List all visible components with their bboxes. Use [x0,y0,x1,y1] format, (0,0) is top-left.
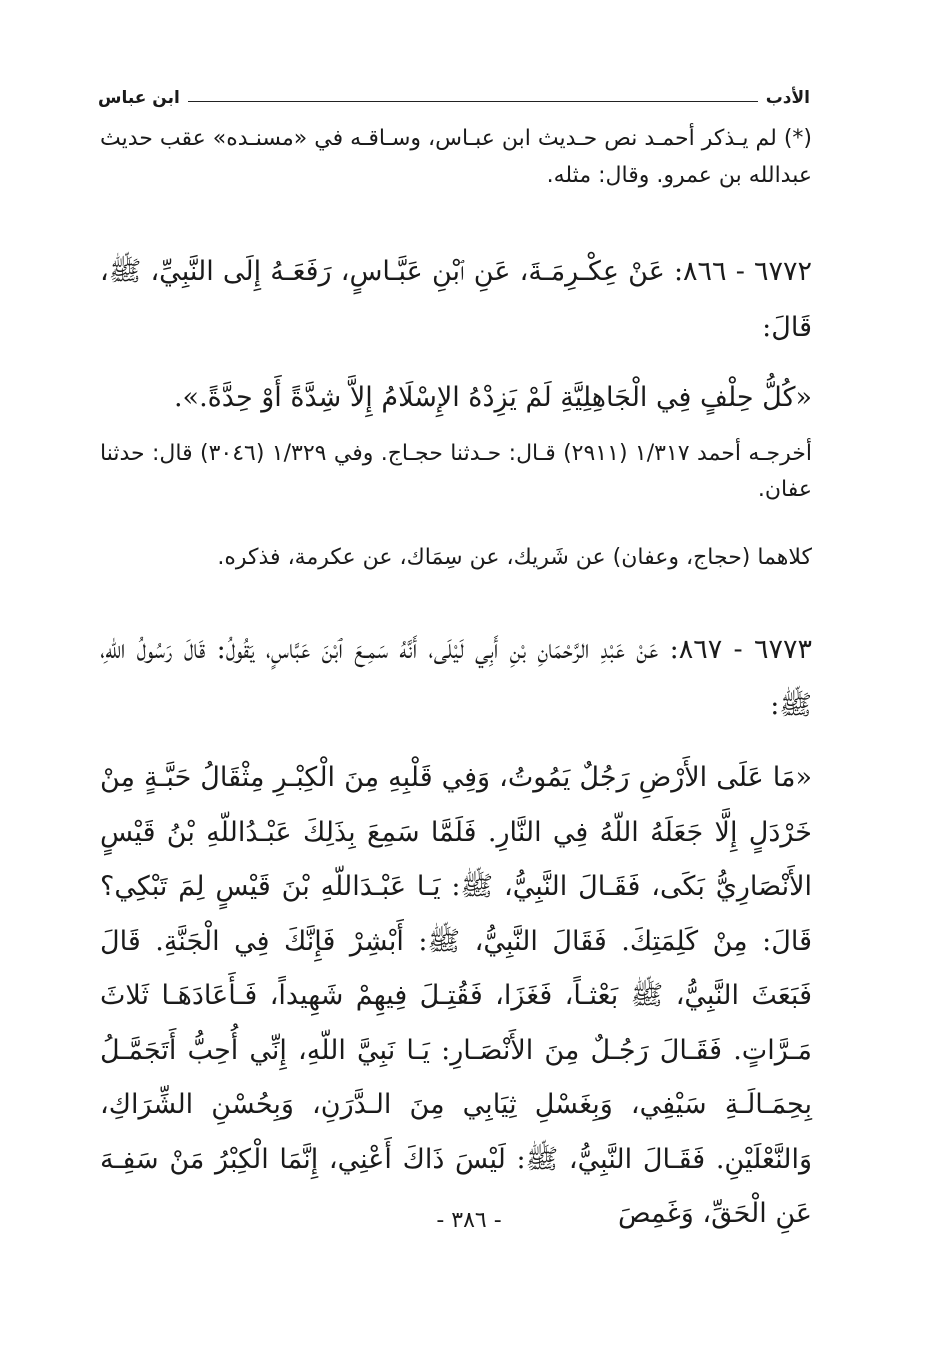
page-number: - ٣٨٦ - [436,1208,502,1233]
hadith-6772-intro: ٦٧٧٢ - ٨٦٦: عَنْ عِكْـرِمَـةَ، عَنِ ٱبْنِ عَبَّـاسٍ، رَفَعَـهُ إِلَى النَّبِيِّ، ﷺ، قَالَ: [100,256,812,343]
editor-note: (*) لم يـذكر أحمـد نص حـديث ابن عبـاس، وسـاقـه في «مسنـده» عقب حديث عبدالله بن عمرو. وقال: مثله. [100,126,812,188]
hadith-6772-quote: «كُلُّ حِلْفٍ فِي الْجَاهِلِيَّةِ لَمْ يَزِدْهُ الإِسْلَامُ إِلاَّ شِدَّةً أَوْ حِدَّةً.». [173,382,812,413]
hadith-6773-intro: ٦٧٧٣ - ٨٦٧: عَنْ عَبْدِ الرَّحْمَانِ بْنِ أَبِي لَيْلَى، أَنَّهُ سَمِـعَ ٱبْنَ عَبَّاسٍ، يَقُولُ: قَالَ رَسُولُ اللّهِ، ﷺ: [100,634,812,721]
hadith-6772-source: أخرجـه أحمد ١/٣١٧ (٢٩١١) قـال: حـدثنا حجـاج. وفي ١/٣٢٩ (٣٠٤٦) قال: حدثنا عفان. [100,441,813,502]
header-rule [188,101,758,102]
running-header [98,74,810,108]
hadith-6773-text: «مَا عَلَى الأَرْضِ رَجُلٌ يَمُوتُ، وَفِي قَلْبِهِ مِنَ الْكِبْـرِ مِثْقَالُ حَبَّـةٍ مِنْ خَرْدَلٍ إِلَّا جَعَلَهُ اللّهُ فِي النَّارِ. فَلَمَّا سَمِعَ بِذَلِكَ عَبْـدُاللّهِ بْنُ قَيْسٍ الأَنْصَارِيُّ بَكَى، فَقَـالَ النَّبِيُّ، ﷺ: يَـا عَبْـدَاللّهِ بْنَ قَيْسٍ لِمَ تَبْكِي؟ قَالَ: مِنْ كَلِمَتِكَ. فَقَالَ النَّبِيُّ، ﷺ: أَبْشِرْ فَإِنَّكَ فِي الْجَنَّةِ. قَالَ فَبَعَثَ النَّبِيُّ، ﷺ بَعْثـاً، فَغَزَا، فَقُتِـلَ فِيهِمْ شَهِيداً، فَـأَعَادَهَـا ثَلاثَ مَـرَّاتٍ. فَقَـالَ رَجُـلٌ مِنَ الأَنْصَـارِ: يَـا نَبِيَّ اللّهِ، إِنِّي أُحِبُّ أَتَجَمَّـلُ بِحِمَـالَـةِ سَيْفِي، وَبِغَسْلِ ثِيَابِي مِنَ الـدَّرَنِ، وَبِحُسْنِ الشِّرَاكِ، وَالنَّعْلَيْنِ. فَقَـالَ النَّبِيُّ، ﷺ: لَيْسَ ذَاكَ أَعْنِي، إِنَّمَا الْكِبْرُ مَنْ سَفِـهَ عَنِ الْحَقِّ، وَغَمِصَ [100,762,812,1229]
narrator-title: ابن عباس [98,88,180,108]
section-title: الأدب [765,88,810,108]
hadith-6772-chain: كلاهما (حجاج، وعفان) عن شَريك، عن سِمَاك، عن عكرمة، فذكره. [217,545,812,570]
